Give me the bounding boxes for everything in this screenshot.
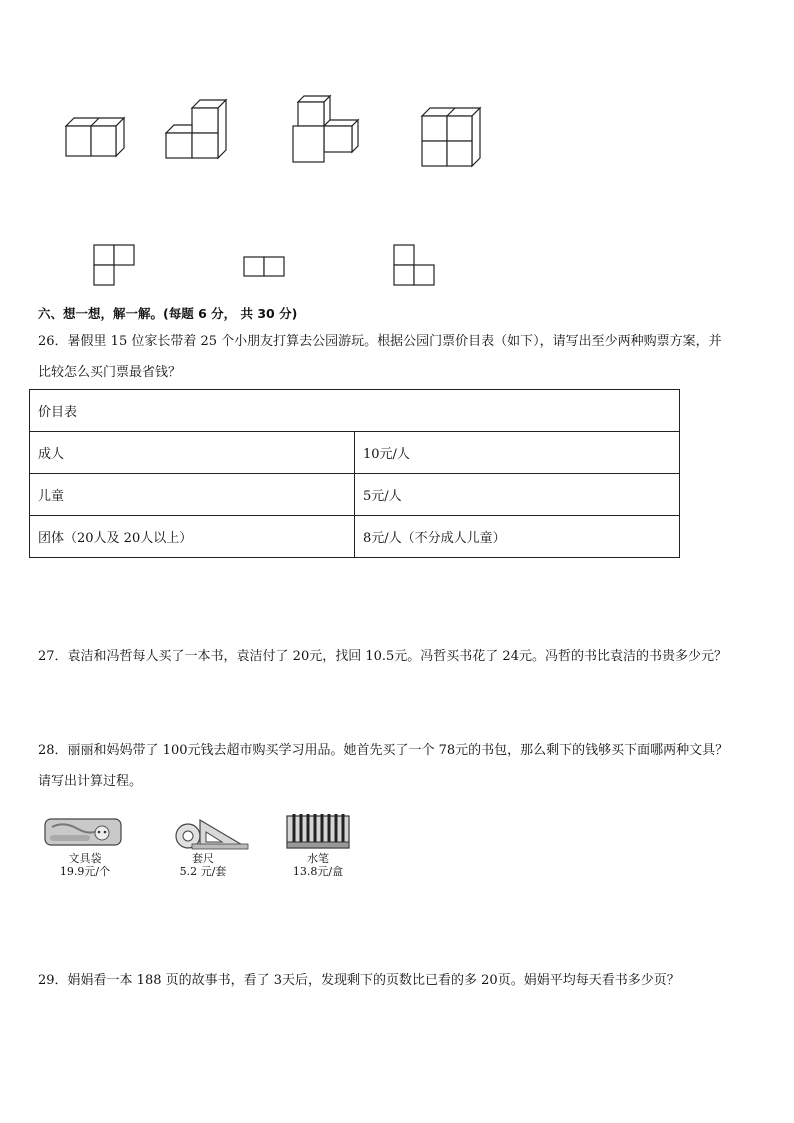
question-26-line1: 26．暑假里 15 位家长带着 25 个小朋友打算去公园游玩。根据公园门票价目表（如下），请写出至少两种购票方案，并 — [38, 334, 722, 349]
item-ruler-set — [153, 852, 253, 878]
cube-figure-4 — [418, 104, 488, 170]
ticket-price-cell: 10元/人 — [355, 432, 680, 474]
price-table — [29, 389, 680, 558]
question-28-line1: 28．丽丽和妈妈带了 100元钱去超市购买学习用品。她首先买了一个 78元的书包，那么剩下的钱够买下面哪两种文具？ — [38, 743, 729, 758]
item-pen-box — [268, 852, 368, 878]
price-table-header-row — [30, 390, 680, 432]
question-26-line2: 比较怎么买门票最省钱？ — [38, 365, 182, 380]
pen-box-icon — [286, 812, 350, 850]
section-title: 六、想一想，解一解。(每题 6 分， 共 30 分) — [38, 306, 298, 321]
ticket-type-cell: 儿童 — [30, 474, 355, 516]
table-row — [30, 474, 680, 516]
ticket-type-cell: 成人 — [30, 432, 355, 474]
cube-figure-3 — [288, 92, 364, 164]
item-price: 13.8元/盒 — [292, 865, 344, 878]
table-row — [30, 432, 680, 474]
ticket-type-cell: 团体（20人及 20人以上） — [30, 516, 355, 558]
question-28-line2: 请写出计算过程。 — [38, 774, 143, 789]
table-row — [30, 516, 680, 558]
item-pencil-case — [35, 852, 135, 878]
item-name: 套尺 — [192, 852, 214, 865]
question-29: 29．娟娟看一本 188 页的故事书，看了 3天后，发现剩下的页数比已看的多 20页。娟娟平均每天看书多少页？ — [38, 973, 680, 988]
cube-figure-1 — [60, 110, 130, 160]
view-shape-3 — [393, 244, 437, 288]
item-price: 5.2 元/套 — [179, 865, 227, 878]
cube-figure-2 — [162, 98, 232, 162]
item-price: 19.9元/个 — [59, 865, 111, 878]
item-name: 水笔 — [307, 852, 329, 865]
ticket-price-cell: 8元/人（不分成人儿童） — [355, 516, 680, 558]
ruler-set-icon — [170, 816, 250, 850]
view-shape-2 — [243, 256, 287, 278]
ticket-price-cell: 5元/人 — [355, 474, 680, 516]
question-27: 27．袁洁和冯哲每人买了一本书，袁洁付了 20元，找回 10.5元。冯哲买书花了 24元。冯哲的书比袁洁的书贵多少元？ — [38, 649, 727, 664]
view-shape-1 — [93, 244, 137, 288]
item-name: 文具袋 — [68, 852, 102, 865]
pencil-case-icon — [44, 817, 124, 849]
price-table-header: 价目表 — [30, 390, 680, 432]
